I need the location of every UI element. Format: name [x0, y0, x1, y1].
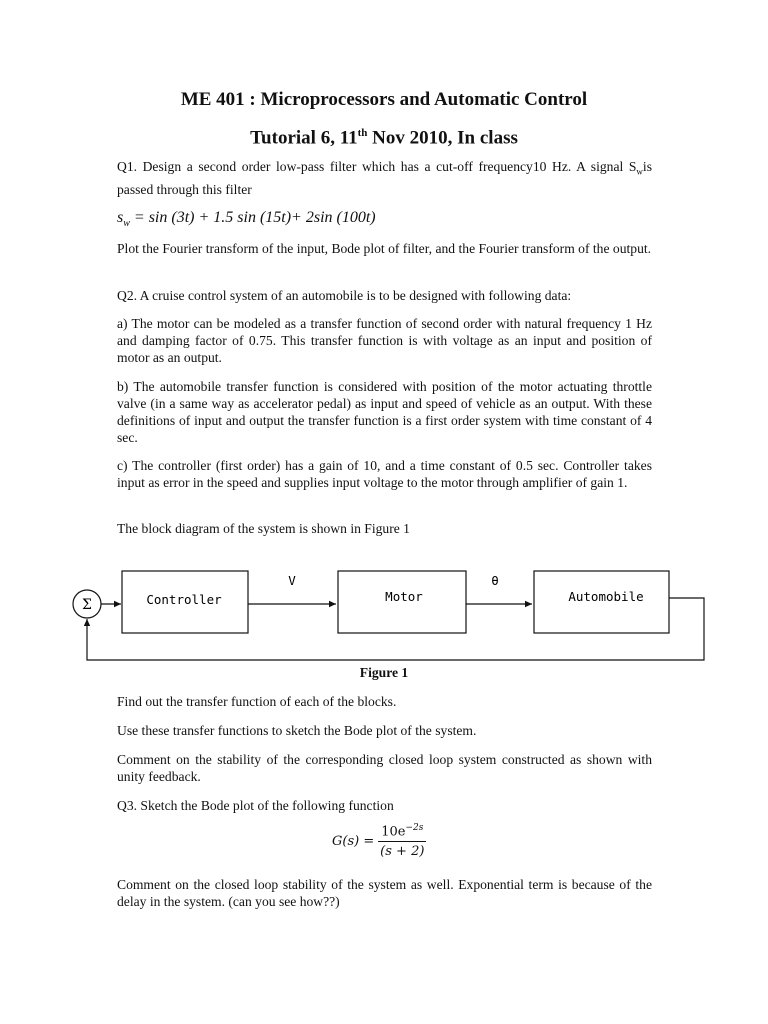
feedback-path — [87, 598, 704, 660]
summing-symbol: Σ — [82, 597, 92, 613]
q3-numerator-base: 10e — [381, 824, 406, 840]
q1-equation-lhs: s — [117, 209, 124, 226]
q1-text-part2: is passed through this filter — [117, 159, 652, 197]
course-title: ME 401 : Microprocessors and Automatic Control — [180, 89, 588, 110]
signal-theta-label: θ — [491, 573, 499, 588]
q3-denominator: (s + 2) — [380, 844, 425, 860]
q3-intro: Q3. Sketch the Bode plot of the following function — [117, 798, 394, 813]
q3-comment: Comment on the closed loop stability of the system as well. Exponential term is because of the delay in the system. (can you see how??) — [117, 877, 652, 909]
figure-caption: Figure 1 — [359, 665, 409, 680]
tutorial-title — [0, 122, 768, 149]
q1-equation-rhs: = sin (3t) + 1.5 sin (15t)+ 2sin (100t) — [129, 209, 376, 226]
q1-equation-sub: w — [123, 218, 130, 230]
q3-equation-lhs: G(s) = — [332, 833, 375, 849]
q1-text-part1: Q1. Design a second order low-pass filter which has a cut-off frequency10 Hz. A signal S — [117, 159, 637, 174]
tutorial-title-main: Tutorial 6, 11 — [250, 127, 358, 149]
q2-task-1: Find out the transfer function of each of the blocks. — [117, 694, 397, 709]
q2-part-c: c) The controller (first order) has a gain of 10, and a time constant of 0.5 sec. Controller takes input as error in the speed and supplies input voltage to the motor through amplifier of gain 1. — [117, 458, 652, 490]
automobile-label: Automobile — [568, 589, 644, 604]
q3-exponent: −2s — [405, 823, 424, 833]
q1-text-sub: w — [636, 166, 643, 177]
q2-part-a: a) The motor can be modeled as a transfer function of second order with natural frequency 1 Hz and damping factor of 0.75. This transfer function is with voltage as an input and position of motor as an output. — [117, 316, 652, 365]
q2-task-3: Comment on the stability of the corresponding closed loop system constructed as shown with unity feedback. — [117, 752, 652, 784]
block-diagram — [0, 560, 768, 670]
q3-equation — [332, 823, 426, 859]
q2-intro: Q2. A cruise control system of an automobile is to be designed with following data: — [117, 288, 572, 303]
q1-task: Plot the Fourier transform of the input, Bode plot of filter, and the Fourier transform of the output. — [117, 241, 652, 256]
motor-label: Motor — [385, 589, 423, 604]
q2-diagram-intro: The block diagram of the system is shown in Figure 1 — [117, 521, 410, 536]
q2-task-2: Use these transfer functions to sketch the Bode plot of the system. — [117, 723, 477, 738]
q2-part-b: b) The automobile transfer function is considered with position of the motor actuating throttle valve (in a same way as accelerator pedal) as input and speed of vehicle as an output. With these definitions of input and output the transfer function is a first order system with time constant of 4 sec. — [117, 379, 652, 445]
controller-label: Controller — [146, 592, 222, 607]
tutorial-title-sup: th — [357, 127, 368, 139]
signal-v-label: V — [288, 573, 296, 588]
q3-numerator — [378, 823, 426, 842]
q3-fraction — [378, 823, 426, 859]
q1-text — [117, 158, 652, 198]
tutorial-title-date: Nov 2010, In class — [367, 127, 518, 149]
q1-equation — [117, 208, 376, 234]
